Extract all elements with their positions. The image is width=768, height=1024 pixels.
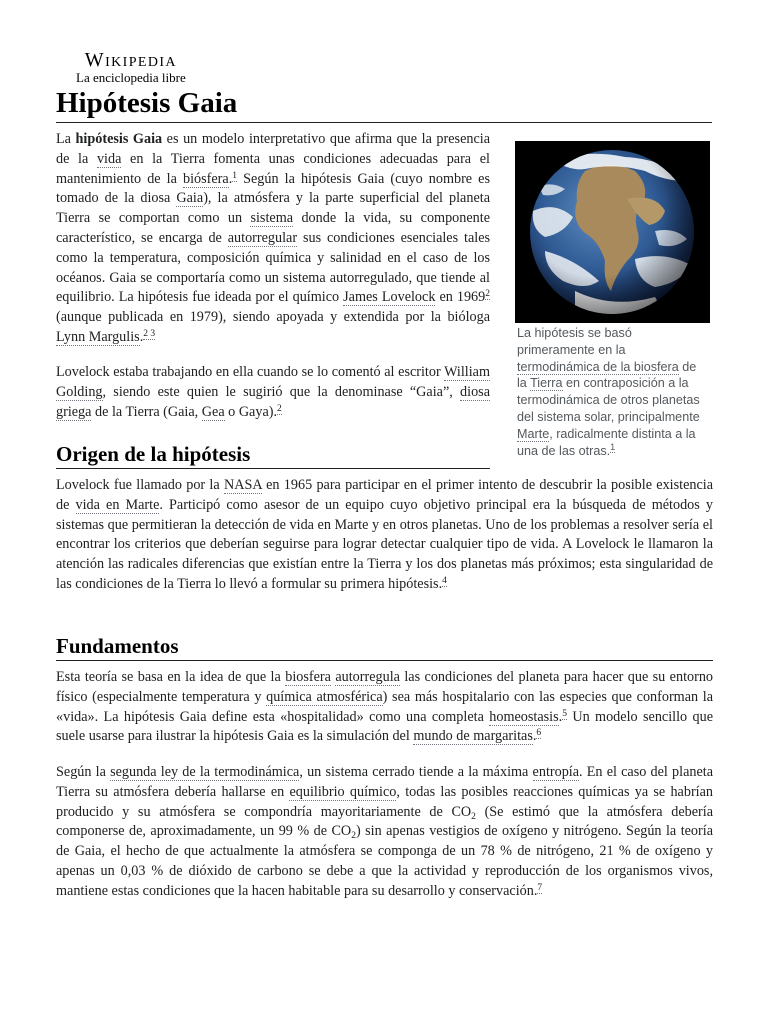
heading-fundamentos: Fundamentos (56, 632, 713, 661)
link-lynn-margulis[interactable]: Lynn Margulis (56, 328, 140, 345)
link-termodinamica-biosfera[interactable]: termodinámica de la biosfera (517, 359, 679, 374)
link-vida[interactable]: vida (96, 150, 122, 167)
ref-7[interactable]: 7 (537, 882, 543, 893)
link-tierra[interactable]: Tierra (530, 376, 563, 391)
heading-origen: Origen de la hipótesis (56, 440, 490, 469)
text: . (532, 728, 537, 745)
text: Lovelock fue llamado por la (56, 477, 224, 493)
text: , todas las posibles reacciones químicas ya se habrían producido y su atmósfera se compondría mayoritariamente de CO (56, 783, 713, 820)
text: Lovelock estaba trabajando en ella cuando se lo comentó al escritor (56, 364, 445, 380)
ref-1[interactable]: 1 (610, 441, 616, 452)
ref-5[interactable]: 5 (562, 708, 567, 719)
link-vida-en-marte[interactable]: vida en Marte (75, 496, 160, 513)
ref-2-3[interactable]: 2 3 (143, 328, 156, 339)
text: La hipótesis se basó primeramente en la (517, 326, 632, 357)
link-segunda-ley-termodinamica[interactable]: segunda ley de la termodinámica (110, 764, 300, 780)
text: ) sin apenas vestigios de oxígeno y nitrógeno. Según la teoría de Gaia, el hecho de que actualmente la atmósfera se componga de un 78 % de nitrógeno, 21 % de oxígeno y apenas un 0,03 % de dióxido de carbono se debe a que la actividad y reproducción de los organismos vivos, mantiene estas condiciones que la hacen habitable para su desarrollo y conservación. (56, 823, 713, 899)
link-equilibrio-quimico[interactable]: equilibrio químico (289, 783, 397, 800)
intro-paragraph-2 (56, 363, 490, 422)
text: en 1965 para participar en el primer intento de descubrir la posible existencia de (56, 477, 713, 513)
text: ), la atmósfera y la parte superficial del planeta Tierra se comportan como un (56, 190, 490, 227)
text: , siendo este quien le sugirió que la denominase “Gaia”, (102, 383, 461, 400)
link-biosfera[interactable]: biosfera (285, 669, 331, 685)
text: Esta teoría se basa en la idea de que la (56, 669, 286, 685)
text: , un sistema cerrado tiende a la máxima (299, 764, 533, 780)
subscript: 2 (471, 811, 476, 822)
ref-4[interactable]: 4 (442, 575, 447, 586)
link-entropia[interactable]: entropía (532, 764, 580, 780)
text: . (558, 708, 563, 725)
text: . Participó como asesor de un equipo cuyo objetivo principal era la búsqueda de métodos y sistemas que permitieran la detección de vida en Marte y en otros planetas. Uno de los problemas a resolver sería el encontrar los criterios que deberían seguirse para lograr detectar cualquier tipo de vida. A Lovelock le llamaron la atención las radicales diferencias que existían entre la Tierra y los dos planetas más próximos; esta singularidad de las condiciones de la Tierra lo llevó a formular su primera hipótesis. (56, 496, 713, 592)
earth-image[interactable] (515, 141, 710, 323)
link-diosa-griega[interactable]: diosa griega (56, 383, 490, 420)
link-biosfera[interactable]: biósfera (183, 170, 229, 187)
text: (aunque publicada en 1979), siendo apoyada y extendida por la bióloga (56, 309, 490, 326)
link-sistema[interactable]: sistema (250, 210, 294, 227)
text: . (228, 170, 233, 187)
text: Según la hipótesis Gaia (cuyo nombre es tomado de la diosa (56, 170, 490, 207)
text: donde la vida, su componente característico, se encarga de (56, 210, 490, 246)
link-marte[interactable]: Marte (517, 426, 550, 441)
text: (Se estimó que la atmósfera debería componerse de, aproximadamente, un 99 % de CO (56, 803, 713, 840)
link-gaia[interactable]: Gaia (176, 190, 204, 207)
ref-2[interactable]: 2 (485, 289, 490, 300)
ref-6[interactable]: 6 (536, 728, 542, 739)
text: La (56, 131, 76, 147)
text: en 1969 (435, 289, 486, 306)
link-autorregula[interactable]: autorregula (335, 669, 400, 685)
text: en la Tierra fomenta unas condiciones adecuadas para el mantenimiento de la (56, 150, 491, 187)
text: Un modelo sencillo que suele usarse para ilustrar la hipótesis Gaia es la simulación del (56, 708, 713, 745)
bold-term: hipótesis Gaia (75, 131, 163, 147)
link-autorregular[interactable]: autorregular (227, 229, 298, 246)
link-nasa[interactable]: NASA (223, 477, 262, 493)
earth-photo-icon (515, 141, 710, 323)
text: Según la (56, 764, 111, 780)
page-title: Hipótesis Gaia (56, 85, 712, 123)
origen-paragraph (56, 476, 713, 595)
logo-wordmark: Wikipedia (84, 49, 177, 71)
wikipedia-logo[interactable] (76, 49, 186, 85)
fundamentos-paragraph-2 (56, 763, 713, 902)
text: sus condiciones esenciales tales como la temperatura, composición química y salinidad en el caso de los océanos. Gaia se comportaría como un sistema autorregulado, que tiende al equilibrio. La hipótesis fue ideada por el químico (56, 229, 491, 306)
text: es un modelo interpretativo que afirma que la presencia de la (56, 131, 491, 167)
image-caption (517, 325, 707, 459)
text: . (139, 328, 144, 345)
intro-paragraph-1 (56, 130, 490, 348)
text: ) sea más hospitalario con las especies que conforman la «vida». La hipótesis Gaia define esta «hospitalidad» como una completa (56, 688, 714, 725)
fundamentos-paragraph-1 (56, 668, 713, 747)
link-william-golding[interactable]: William Golding (56, 364, 490, 400)
link-james-lovelock[interactable]: James Lovelock (343, 289, 436, 306)
link-mundo-de-margaritas[interactable]: mundo de margaritas (413, 728, 533, 745)
text: en contraposición a la termodinámica de otros planetas del sistema solar, principalmente (517, 376, 700, 424)
text: , radicalmente distinta a la una de las otras. (517, 426, 696, 458)
text: . En el caso del planeta Tierra su atmósfera debería hallarse en (56, 764, 713, 800)
text: de la (517, 359, 697, 391)
ref-2[interactable]: 2 (277, 403, 282, 414)
text: o Gaya). (224, 403, 278, 420)
text: de la Tierra (Gaia, (91, 403, 202, 420)
ref-1[interactable]: 1 (232, 170, 237, 181)
link-homeostasis[interactable]: homeostasis (489, 708, 559, 725)
link-quimica-atmosferica[interactable]: química atmosférica (266, 688, 383, 705)
subscript: 2 (351, 831, 356, 842)
link-gea[interactable]: Gea (201, 403, 225, 420)
text: las condiciones del planeta para hacer que su entorno físico (especialmente temperatura y (56, 669, 714, 705)
logo-tagline: La enciclopedia libre (76, 70, 186, 85)
